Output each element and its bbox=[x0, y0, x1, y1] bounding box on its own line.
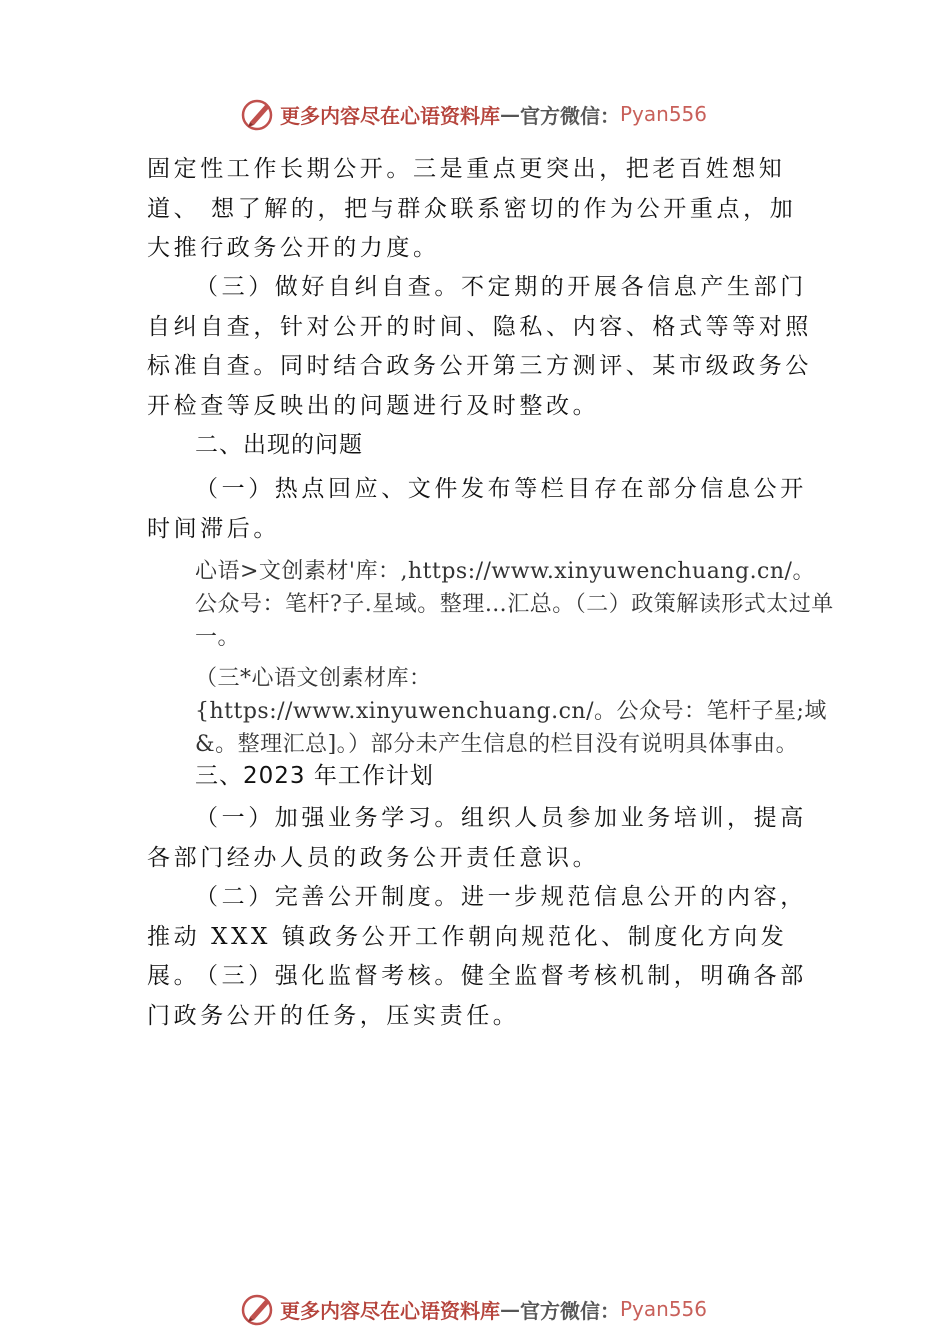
watermark-paragraph-1: 心语>文创素材'库：,https://www.xinyuwenchuang.cn/。公众号：笔杆?子.星域。整理…汇总。（二）政策解读形式太过单一。 bbox=[195, 559, 834, 650]
paragraph-6: （三）强化监督考核。健全监督考核机制，明确各部门政务公开的任务，压实责任。 bbox=[147, 963, 807, 1029]
paragraph-1: 固定性工作长期公开。三是重点更突出，把老百姓想知道、 想了解的，把与群众联系密切的作为公开重点，加大推行政务公开的力度。 bbox=[147, 156, 797, 261]
pen-logo-icon bbox=[240, 1291, 276, 1327]
paragraph-3: （一）热点回应、文件发布等栏目存在部分信息公开时间滞后。 bbox=[147, 476, 807, 542]
paragraph-2: （三）做好自纠自查。不定期的开展各信息产生部门自纠自查，针对公开的时间、隐私、内容、格式等等对照标准自查。同时结合政务公开第三方测评、某市级政务公开检查等反映出的问题进行及时整改。 bbox=[147, 274, 812, 419]
paragraph-5: （二）完善公开制度。进一步规范信息公开的内容，推动 XXX 镇政务公开工作朝向规范化、制度化方向发展。 bbox=[147, 884, 807, 989]
banner-dash: — bbox=[500, 1297, 520, 1321]
banner-official: 官方微信： bbox=[520, 1298, 620, 1323]
watermark-paragraph-2: （三*心语文创素材库：{https://www.xinyuwenchuang.cn/。公众号：笔杆子星;域&。整理汇总]。）部分未产生信息的栏目没有说明具体事由。 bbox=[195, 666, 827, 757]
banner-official: 官方微信： bbox=[520, 103, 620, 128]
banner-red-text: 更多内容尽在心语资料库 bbox=[280, 103, 500, 128]
header-banner bbox=[240, 96, 707, 132]
banner-wechat-id: Pyan556 bbox=[620, 1297, 708, 1321]
pen-logo-icon bbox=[240, 96, 276, 132]
banner-wechat-id: Pyan556 bbox=[620, 102, 708, 126]
banner-red-text: 更多内容尽在心语资料库 bbox=[280, 1298, 500, 1323]
section-heading-2: 二、出现的问题 bbox=[195, 432, 363, 458]
footer-banner bbox=[240, 1291, 707, 1327]
paragraph-4: （一）加强业务学习。组织人员参加业务培训，提高各部门经办人员的政务公开责任意识。 bbox=[147, 805, 807, 871]
banner-dash: — bbox=[500, 102, 520, 126]
section-heading-3: 三、2023 年工作计划 bbox=[195, 763, 434, 789]
